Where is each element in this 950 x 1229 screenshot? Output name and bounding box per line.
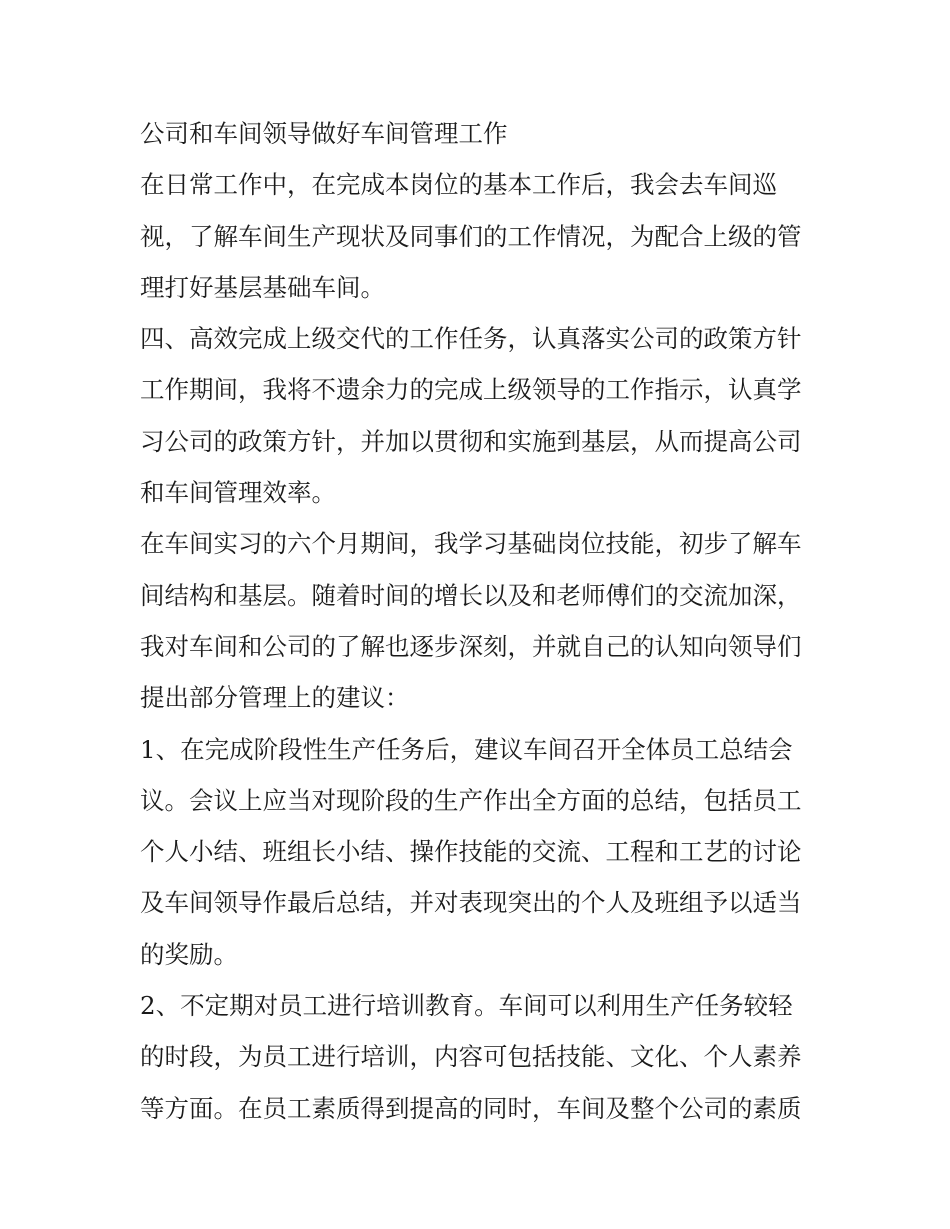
text-line: 习公司的政策方针，并加以贯彻和实施到基层，从而提高公司 (140, 426, 802, 456)
text-line: 间结构和基层。随着时间的增长以及和老师傅们的交流加深， (140, 580, 802, 610)
text-line: 在车间实习的六个月期间，我学习基础岗位技能，初步了解车 (140, 529, 802, 559)
text-line: 视，了解车间生产现状及同事们的工作情况，为配合上级的管 (140, 221, 802, 251)
text-line: 公司和车间领导做好车间管理工作 (140, 119, 508, 148)
text-line: 2、不定期对员工进行培训教育。车间可以利用生产任务较轻 (140, 991, 793, 1021)
text-line: 等方面。在员工素质得到提高的同时，车间及整个公司的素质 (140, 1093, 802, 1123)
text-line: 工作期间，我将不遗余力的完成上级领导的工作指示，认真学 (140, 375, 802, 405)
text-line: 我对车间和公司的了解也逐步深刻，并就自己的认知向领导们 (140, 631, 802, 661)
text-line: 的奖励。 (140, 939, 238, 969)
text-line: 四、高效完成上级交代的工作任务，认真落实公司的政策方针 (140, 324, 802, 354)
text-line: 提出部分管理上的建议： (140, 683, 410, 713)
text-line: 理打好基层基础车间。 (140, 272, 385, 302)
text-line: 及车间领导作最后总结，并对表现突出的个人及班组予以适当 (140, 888, 802, 918)
text-line: 议。会议上应当对现阶段的生产作出全方面的总结，包括员工 (140, 785, 802, 815)
text-line: 个人小结、班组长小结、操作技能的交流、工程和工艺的讨论 (140, 837, 802, 867)
text-line: 和车间管理效率。 (140, 478, 336, 508)
document-body (140, 108, 820, 1134)
text-line: 1、在完成阶段性生产任务后，建议车间召开全体员工总结会 (140, 734, 793, 764)
text-line: 在日常工作中，在完成本岗位的基本工作后，我会去车间巡 (140, 170, 777, 200)
text-line: 的时段，为员工进行培训，内容可包括技能、文化、个人素养 (140, 1042, 802, 1072)
